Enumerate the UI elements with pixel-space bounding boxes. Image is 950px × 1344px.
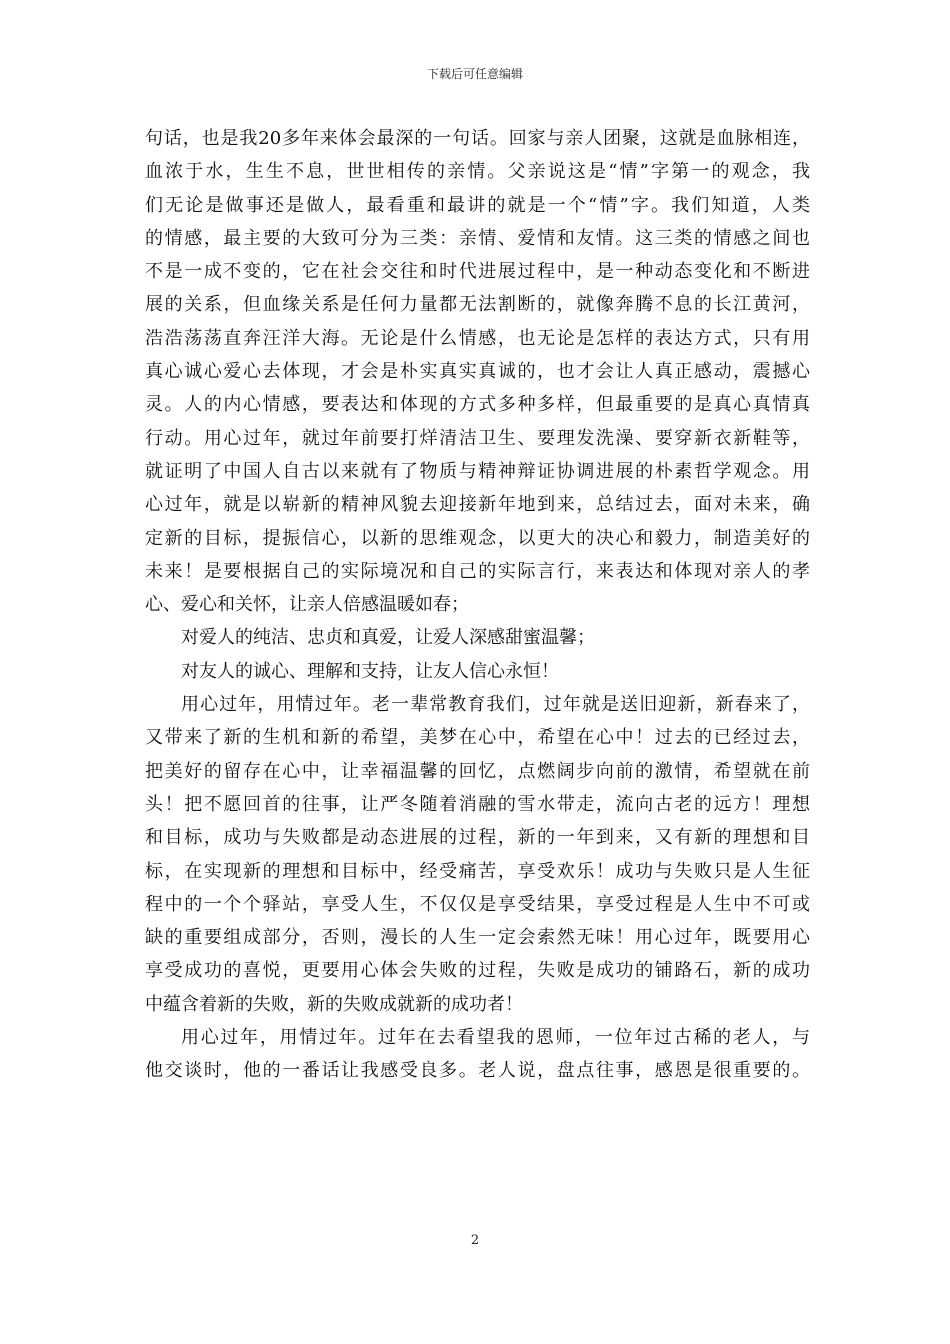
text-line: 不是一成不变的，它在社会交往和时代进展过程中，是一种动态变化和不断进	[145, 261, 810, 283]
text-line: 心过年，就是以崭新的精神风貌去迎接新年地到来，总结过去，面对未来，确	[145, 494, 810, 516]
text-line: 对友人的诚心、理解和支持，让友人信心永恒！	[181, 660, 559, 682]
text-line: 中蕴含着新的失败，新的失败成就新的成功者！	[145, 993, 523, 1015]
text-line: 用心过年，用情过年。过年在去看望我的恩师，一位年过古稀的老人，与	[181, 1027, 810, 1049]
text-line: 和目标，成功与失败都是动态进展的过程，新的一年到来，又有新的理想和目	[145, 827, 810, 849]
text-line: 标，在实现新的理想和目标中，经受痛苦，享受欢乐！成功与失败只是人生征	[145, 860, 810, 882]
text-line: 享受成功的喜悦，更要用心体会失败的过程，失败是成功的铺路石，新的成功	[145, 960, 810, 982]
text-line: 用心过年，用情过年。老一辈常教育我们，过年就是送旧迎新，新春来了，	[181, 694, 810, 716]
body-text	[145, 122, 810, 1088]
text-line: 未来！是要根据自己的实际境况和自己的实际言行，来表达和体现对亲人的孝	[145, 560, 810, 582]
text-line: 展的关系，但血缘关系是任何力量都无法割断的，就像奔腾不息的长江黄河，	[145, 294, 810, 316]
text-line: 们无论是做事还是做人，最看重和最讲的就是一个“情”字。我们知道，人类	[145, 194, 810, 216]
text-line: 血浓于水，生生不息，世世相传的亲情。父亲说这是“情”字第一的观念，我	[145, 161, 810, 183]
text-line: 程中的一个个驿站，享受人生，不仅仅是享受结果，享受过程是人生中不可或	[145, 893, 810, 915]
text-line: 定新的目标，提振信心，以新的思维观念，以更大的决心和毅力，制造美好的	[145, 527, 810, 549]
text-line: 真心诚心爱心去体现，才会是朴实真实真诚的，也才会让人真正感动，震撼心	[145, 361, 810, 383]
text-line: 行动。用心过年，就过年前要打烊清洁卫生、要理发洗澡、要穿新衣新鞋等，	[145, 427, 810, 449]
text-line: 句话，也是我20多年来体会最深的一句话。回家与亲人团聚，这就是血脉相连，	[145, 128, 810, 149]
text-line: 他交谈时，他的一番话让我感受良多。老人说，盘点往事，感恩是很重要的。	[145, 1060, 810, 1082]
text-line: 的情感，最主要的大致可分为三类：亲情、爱情和友情。这三类的情感之间也	[145, 227, 810, 249]
text-line: 就证明了中国人自古以来就有了物质与精神辩证协调进展的朴素哲学观念。用	[145, 460, 810, 482]
page-header: 下载后可任意编辑	[426, 67, 523, 81]
text-line: 又带来了新的生机和新的希望，美梦在心中，希望在心中！过去的已经过去，	[145, 727, 810, 749]
text-line: 缺的重要组成部分，否则，漫长的人生一定会索然无味！用心过年，既要用心	[145, 927, 810, 949]
text-line: 灵。人的内心情感，要表达和体现的方式多种多样，但最重要的是真心真情真	[145, 394, 810, 416]
text-line: 头！把不愿回首的往事，让严冬随着消融的雪水带走，流向古老的远方！理想	[145, 793, 810, 815]
text-line: 心、爱心和关怀，让亲人倍感温暖如春；	[145, 594, 469, 616]
page-number: 2	[470, 1233, 480, 1248]
text-line: 浩浩荡荡直奔汪洋大海。无论是什么情感，也无论是怎样的表达方式，只有用	[145, 327, 810, 349]
text-line: 把美好的留存在心中，让幸福温馨的回忆，点燃阔步向前的激情，希望就在前	[145, 760, 810, 782]
text-line: 对爱人的纯洁、忠贞和真爱，让爱人深感甜蜜温馨；	[181, 627, 595, 649]
